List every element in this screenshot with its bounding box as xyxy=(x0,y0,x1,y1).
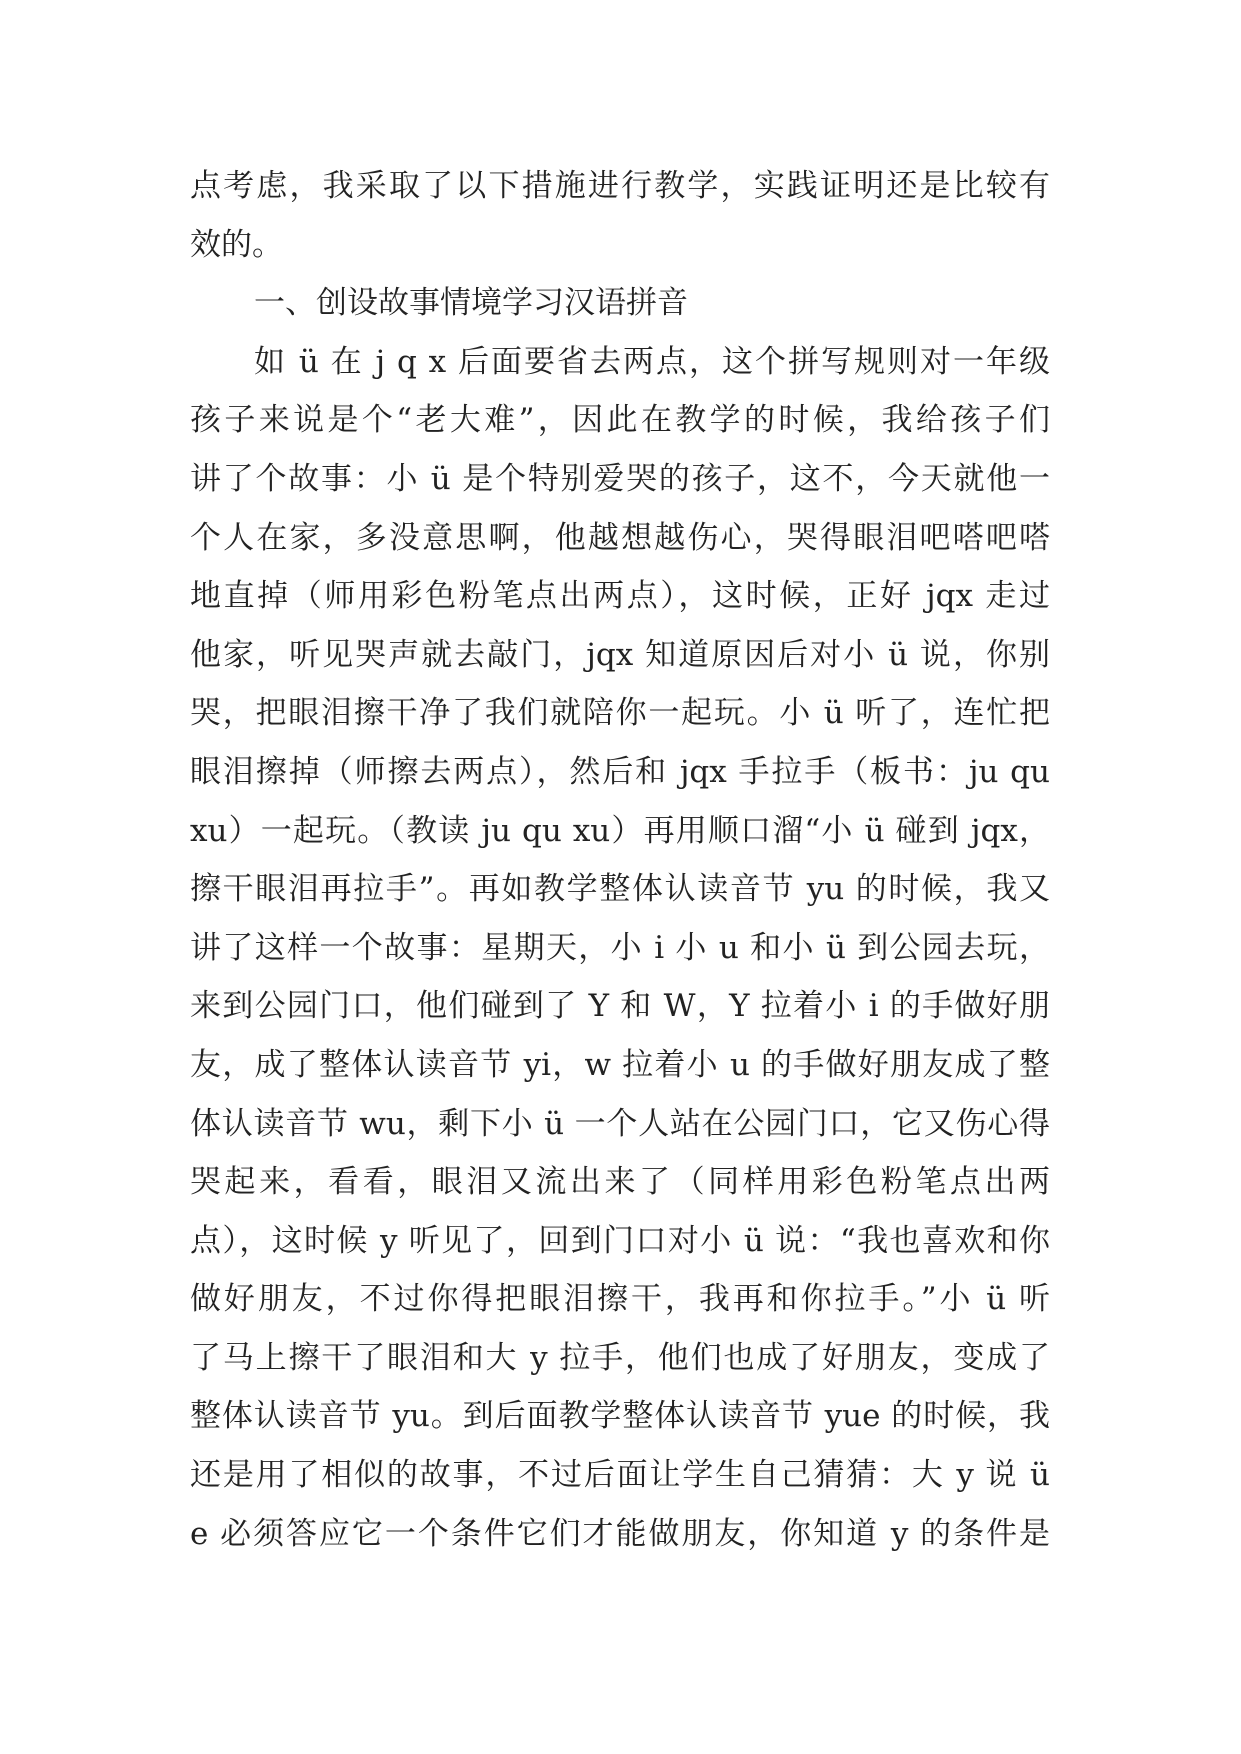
text-line: 个人在家，多没意思啊，他越想越伤心，哭得眼泪吧嗒吧嗒 xyxy=(190,519,1050,556)
text-line: e 必须答应它一个条件它们才能做朋友，你知道 y 的条件是 xyxy=(190,1515,1050,1552)
text-line: xu）一起玩。（教读 ju qu xu）再用顺口溜“小 ü 碰到 jqx， xyxy=(190,812,1050,849)
text-line: 友，成了整体认读音节 yi，w 拉着小 u 的手做好朋友成了整 xyxy=(190,1046,1050,1083)
text-line: 讲了这样一个故事：星期天，小 i 小 u 和小 ü 到公园去玩， xyxy=(190,929,1050,966)
text-line: 了马上擦干了眼泪和大 y 拉手，他们也成了好朋友，变成了 xyxy=(190,1339,1050,1376)
text-line: 体认读音节 wu，剩下小 ü 一个人站在公园门口，它又伤心得 xyxy=(190,1105,1050,1142)
text-line: 如 ü 在 j q x 后面要省去两点，这个拼写规则对一年级 xyxy=(254,343,1050,380)
text-line: 哭起来，看看，眼泪又流出来了（同样用彩色粉笔点出两 xyxy=(190,1164,1050,1201)
text-line: 孩子来说是个“老大难”，因此在教学的时候，我给孩子们 xyxy=(190,402,1050,439)
section-heading: 一、创设故事情境学习汉语拼音 xyxy=(254,285,688,322)
text-line: 哭，把眼泪擦干净了我们就陪你一起玩。小 ü 听了，连忙把 xyxy=(190,695,1050,732)
text-line: 地直掉（师用彩色粉笔点出两点），这时候，正好 jqx 走过 xyxy=(190,578,1050,615)
text-line: 整体认读音节 yu。到后面教学整体认读音节 yue 的时候，我 xyxy=(190,1398,1050,1435)
text-line: 效的。 xyxy=(190,226,283,263)
body-text xyxy=(190,157,1050,1563)
text-line: 做好朋友，不过你得把眼泪擦干，我再和你拉手。”小 ü 听 xyxy=(190,1281,1050,1318)
text-line: 还是用了相似的故事，不过后面让学生自己猜猜：大 y 说 ü xyxy=(190,1457,1050,1494)
text-line: 来到公园门口，他们碰到了 Y 和 W，Y 拉着小 i 的手做好朋 xyxy=(190,988,1050,1025)
text-line: 讲了个故事：小 ü 是个特别爱哭的孩子，这不，今天就他一 xyxy=(190,460,1050,497)
text-line: 点），这时候 y 听见了，回到门口对小 ü 说：“我也喜欢和你 xyxy=(190,1222,1050,1259)
text-line: 点考虑，我采取了以下措施进行教学，实践证明还是比较有 xyxy=(190,168,1050,204)
text-line: 他家，听见哭声就去敲门，jqx 知道原因后对小 ü 说，你别 xyxy=(190,636,1050,673)
text-line: 擦干眼泪再拉手”。再如教学整体认读音节 yu 的时候，我又 xyxy=(190,871,1050,908)
text-line: 眼泪擦掉（师擦去两点），然后和 jqx 手拉手（板书：ju qu xyxy=(190,753,1050,790)
